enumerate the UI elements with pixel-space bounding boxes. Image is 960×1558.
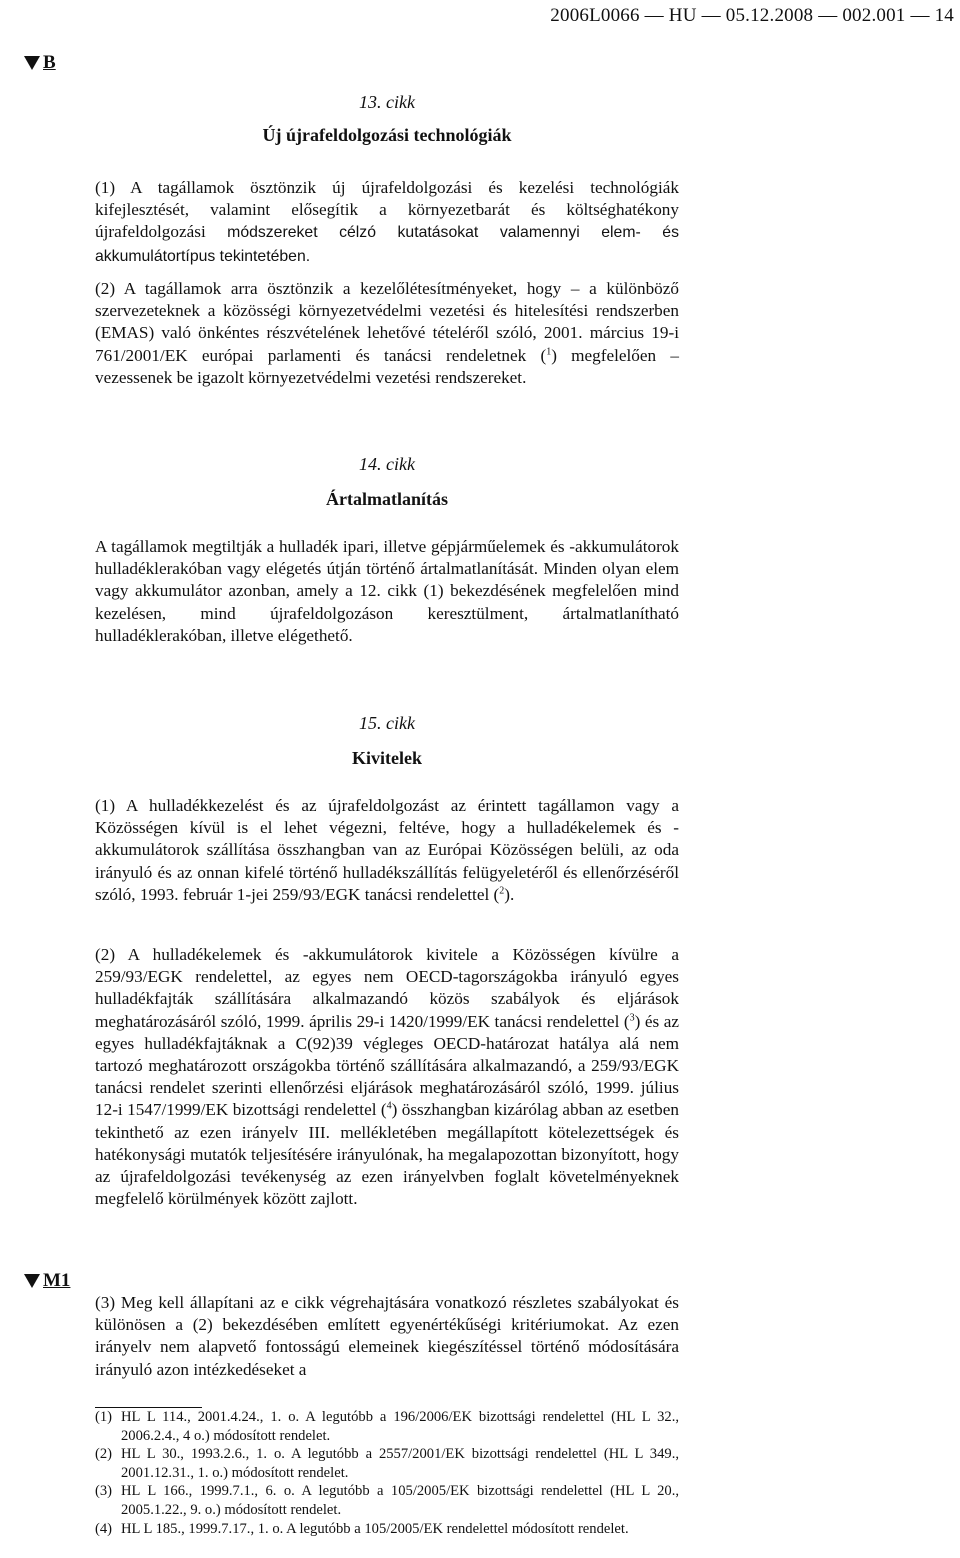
footnote-ref: 3 (629, 1011, 635, 1023)
marker-label: B (43, 52, 56, 73)
paragraph: A tagállamok megtiltják a hulladék ipari, illetve gépjárműelemek és -akkumulátorok hulladéklerakóban vagy elégetés útján történő ártalmatlanítását. Minden olyan elem vagy akkumulátor azonban, amely a 12. cikk (1) bekezdésének megfelelően mind kezelésen, mind újrafeldolgozáson keresztülment, ártalmatlanítható hulladéklerakóban, illetve elégethető. (95, 537, 679, 645)
footnote-text: HL L 114., 2001.4.24., 1. o. A legutóbb a 196/2006/EK bizottsági rendelettel (HL L 32., 2006.2.4., 4 o.) módosított rendelet. (121, 1409, 679, 1444)
article-number: 15. cikk (359, 713, 415, 733)
footnote (95, 1520, 679, 1539)
paragraph: (1) A hulladékkezelést és az újrafeldolgozást az érintett tagállamon vagy a Közösségen kívül is el lehet végezni, feltéve, hogy a hulladékelemek és -akkumulátorok szállítása összhangban van az Európai Közösségen belüli, az oda irányuló és az onnan kifelé történő hulladékszállítás felügyeletéről és ellenőrzéséről szóló, 1993. február 1-jei 259/93/EGK tanácsi rendelettel ($^2$). (95, 796, 679, 904)
paragraph: (2) A tagállamok arra ösztönzik a kezelőlétesítményeket, hogy – a különböző szervezeteknek a közösségi környezetvédelmi vezetési és hitelesítési rendszerben (EMAS) való önkéntes részvételének lehetővé tételéről szóló, 2001. március 19-i 761/2001/EK európai parlamenti és tanácsi rendeletnek ($^1$) megfelelően – vezessenek be igazolt környezetvédelmi vezetési rendszereket. (95, 279, 679, 387)
footnote (95, 1445, 679, 1482)
footnote-ref: 4 (386, 1100, 392, 1112)
paragraph: (1) A tagállamok ösztönzik új újrafeldolgozási és kezelési technológiák kifejlesztését, valamint elősegítik a környezetbarát és költséghatékony újrafeldolgozási módszereket célzó kutatásokat valamennyi elem- és akkumulátortípus tekintetében. (95, 178, 679, 265)
article-number: 13. cikk (359, 92, 415, 112)
footnote-mark: (3) (95, 1483, 113, 1500)
article-title: Új újrafeldolgozási technológiák (262, 125, 512, 145)
footnote-ref: 1 (546, 345, 552, 357)
footnotes (95, 1408, 679, 1538)
article-title: Ártalmatlanítás (326, 489, 448, 509)
amendment-marker-b (24, 52, 56, 74)
footnote (95, 1408, 679, 1445)
footnote-mark: (1) (95, 1409, 113, 1425)
marker-label: M1 (43, 1270, 71, 1291)
footnote-text: HL L 30., 1993.2.6., 1. o. A legutóbb a 2557/2001/EK bizottsági rendelettel (HL L 349., 2001.12.31., 1. o.) módosított rendelet. (121, 1446, 679, 1481)
article-number: 14. cikk (359, 454, 415, 474)
paragraph: (2) A hulladékelemek és -akkumulátorok kivitele a Közösségen kívülre a 259/93/EGK rendelettel, az egyes nem OECD-tagországokba irányuló egyes hulladékfajták szállítására alkalmazandó közös szabályok és eljárások meghatározásáról szóló, 1999. április 29-i 1420/1999/EK tanácsi rendelettel ($^3$) és az egyes hulladékfajtáknak a C(92)39 végleges OECD-határozat hatálya alá nem tartozó meghatározott országokba történő szállítására alkalmazandó, a 259/93/EGK tanácsi rendelet szerinti ellenőrzési eljárások meghatározásáról szóló, 1999. július 12-i 1547/1999/EK bizottsági rendelettel ($^4$) összhangban kizárólag abban az esetben tekinthető az ezen irányelv III. mellékletében megállapított kötelezettségek és hatékonysági mutatók teljesítésére irányulónak, ha megalapozottan bizonyított, hogy az újrafeldolgozási tevékenység az ezen irányelvben foglalt követelményeknek megfelelő körülmények között zajlott. (95, 945, 679, 1209)
triangle-down-icon (24, 56, 40, 70)
paragraph: (3) Meg kell állapítani az e cikk végrehajtására vonatkozó részletes szabályokat és különösen a (2) bekezdésében említett egyenértékűségi kritériumokat. Az ezen irányelv nem alapvető fontosságú elemeinek kiegészítéssel történő módosítására irányuló azon intézkedéseket a (95, 1293, 679, 1379)
footnote-text: HL L 185., 1999.7.17., 1. o. A legutóbb a 105/2005/EK rendelettel módosított rendelet. (121, 1520, 629, 1537)
footnote (95, 1482, 679, 1519)
footnote-ref: 2 (499, 885, 505, 897)
triangle-down-icon (24, 1274, 40, 1288)
footnote-mark: (4) (95, 1520, 113, 1537)
article-title: Kivitelek (352, 748, 422, 768)
footnote-mark: (2) (95, 1446, 113, 1463)
amendment-marker-m1 (24, 1270, 70, 1292)
document-reference-header: 2006L0066 — HU — 05.12.2008 — 002.001 — 14 (550, 5, 954, 26)
footnote-text: HL L 166., 1999.7.1., 6. o. A legutóbb a 105/2005/EK bizottsági rendelettel (HL L 20., 2005.1.22., 9. o.) módosított rendelet. (121, 1483, 679, 1518)
